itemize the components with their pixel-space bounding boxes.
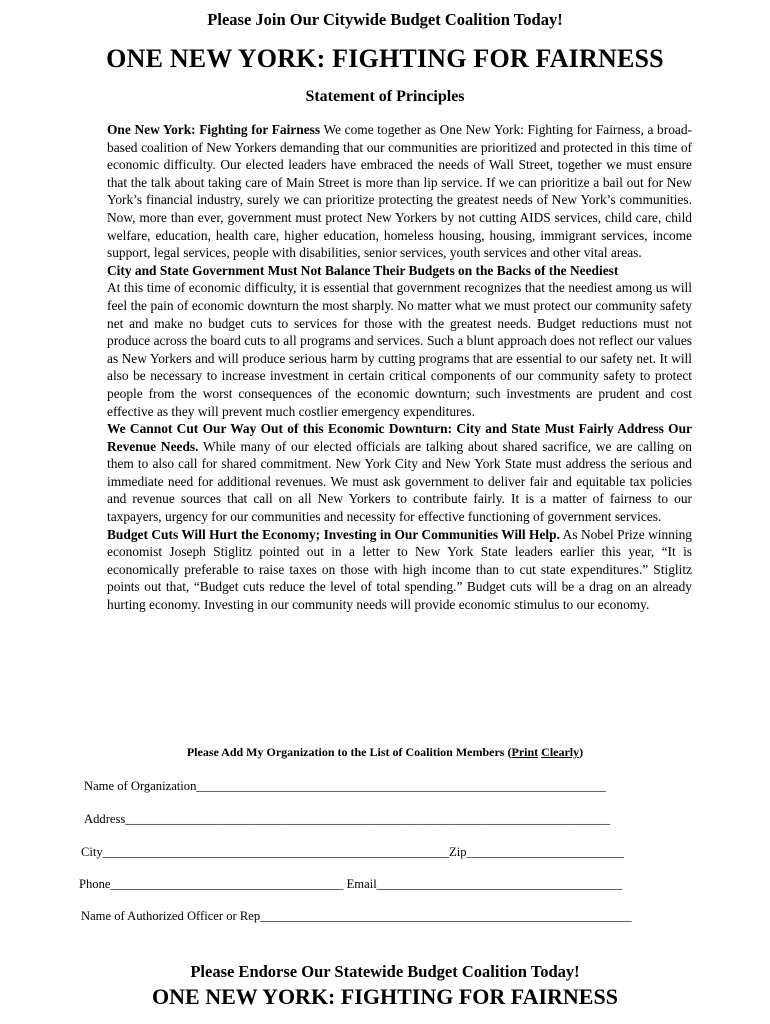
- revenue-lead: We Cannot Cut Our Way Out of this Economic Downturn: City and State Must Fairly Address Our Revenue Needs.: [107, 421, 692, 454]
- join-heading: Please Join Our Citywide Budget Coalition Today!: [207, 10, 563, 29]
- add-org-suffix: ): [579, 745, 584, 759]
- revenue-text: While many of our elected officials are talking about shared sacrifice, we are calling on them to also call for shared commitment. New York City and New York State must address the serious and immediate need for additional revenues. We must ask government to deliver fair and equitable tax policies and revenue sources that call on all New Yorkers to contribute fairly. It is a matter of fairness to our taxpayers, urgency for our communities and necessity for effective functioning of government services.: [107, 438, 692, 525]
- add-org-print: Print: [511, 745, 539, 759]
- neediest-heading: [107, 262, 692, 280]
- statement-heading: Statement of Principles: [305, 88, 465, 105]
- statement-body: [107, 121, 692, 614]
- footer-title: ONE NEW YORK: FIGHTING FOR FAIRNESS: [152, 984, 618, 1009]
- authorized-officer-field[interactable]: Name of Authorized Officer or Rep___________________________________________________________: [81, 909, 632, 923]
- city-zip-field[interactable]: City_______________________________________________________Zip_________________________: [81, 845, 624, 859]
- intro-text: We come together as One New York: Fighting for Fairness, a broad-based coalition of New Yorkers demanding that our communities are prioritized and protected in this time of economic difficulty. Our elected leaders have embraced the needs of Wall Street, together we must ensure that the talk about taking care of Main Street is more than lip service. If we can prioritize a bail out for New York’s financial industry, surely we can prioritize protecting the greatest needs of New York’s communities. Now, more than ever, government must protect New Yorkers by not cutting AIDS services, child care, child welfare, education, health care, higher education, homeless housing, housing, immigrant services, income support, legal services, people with disabilities, senior services, youth services and other vital areas.: [107, 122, 692, 261]
- economy-paragraph: [107, 526, 692, 614]
- phone-email-field[interactable]: Phone_____________________________________ Email_______________________________________: [79, 877, 623, 891]
- intro-lead: One New York: Fighting for Fairness: [107, 122, 321, 137]
- neediest-heading-text: City and State Government Must Not Balance Their Budgets on the Backs of the Neediest: [107, 262, 619, 278]
- add-organization-heading: [0, 745, 770, 760]
- add-org-prefix: Please Add My Organization to the List of Coalition Members (: [186, 745, 512, 759]
- economy-lead: Budget Cuts Will Hurt the Economy; Investing in Our Communities Will Help.: [107, 526, 560, 542]
- intro-paragraph: [107, 121, 692, 262]
- page-title: ONE NEW YORK: FIGHTING FOR FAIRNESS: [106, 44, 664, 73]
- economy-text: As Nobel Prize winning economist Joseph Stiglitz pointed out in a letter to New York State leaders earlier this year, “It is economically preferable to raise taxes on those with high income than to cut state expenditures.” Stiglitz points out that, “Budget cuts reduce the level of total spending.” Budget cuts will be a drag on an already hurting economy. Investing in our community needs will provide economic stimulus to our economy.: [107, 526, 692, 613]
- organization-name-field[interactable]: Name of Organization_________________________________________________________________: [84, 779, 606, 793]
- add-org-clearly: Clearly: [541, 745, 580, 759]
- address-field[interactable]: Address_____________________________________________________________________________: [84, 812, 611, 826]
- revenue-paragraph: [107, 420, 692, 526]
- endorse-heading: Please Endorse Our Statewide Budget Coalition Today!: [190, 962, 580, 981]
- neediest-paragraph: At this time of economic difficulty, it is essential that government recognizes that the neediest among us will feel the pain of economic downturn the most sharply. No matter what we must protect our community safety net and make no budget cuts to services for those with the greatest needs. Budget reductions must not produce across the board cuts to all programs and services. Such a blunt approach does not reflect our values as New Yorkers and will produce serious harm by cutting programs that are essential to our safety net. It will also be necessary to increase investment in certain critical components of our community safety to protect people from the worst consequences of the economic downturn; such investments are prudent and cost effective as they will prevent much costlier emergency expenditures.: [107, 280, 692, 419]
